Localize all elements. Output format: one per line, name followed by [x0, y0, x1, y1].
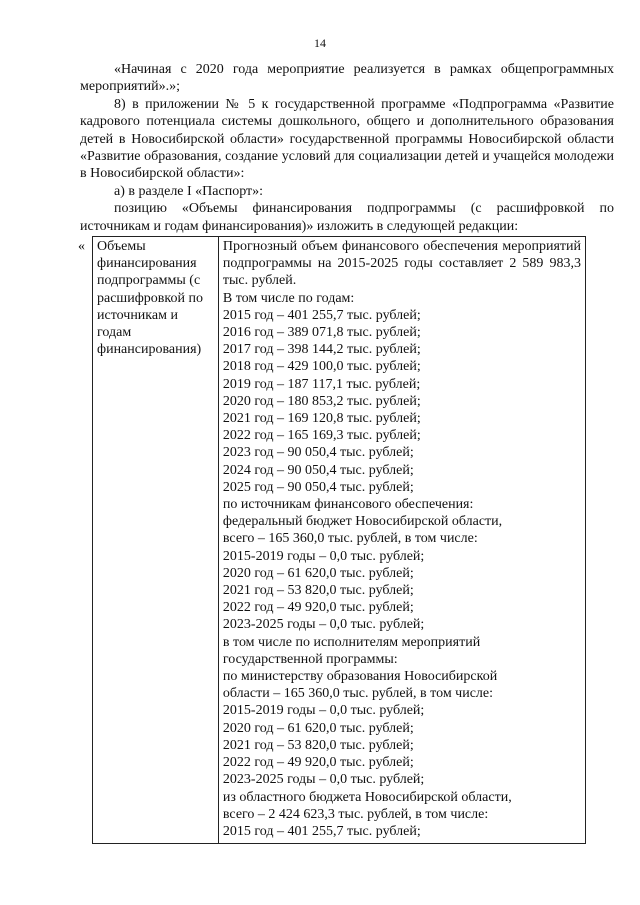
page-number: 14 — [314, 36, 326, 50]
funding-line: 2015 год – 401 255,7 тыс. рублей; — [222, 307, 421, 323]
funding-line: всего – 165 360,0 тыс. рублей, в том числе: — [222, 531, 478, 547]
opening-quote-mark: « — [78, 239, 85, 254]
funding-line: 2015-2019 годы – 0,0 тыс. рублей; — [222, 548, 425, 564]
funding-line: 2020 год – 61 620,0 тыс. рублей; — [222, 565, 414, 581]
funding-line: 2018 год – 429 100,0 тыс. рублей; — [222, 359, 421, 375]
funding-line: области – 165 360,0 тыс. рублей, в том числе: — [222, 686, 494, 702]
funding-line: 2022 год – 49 920,0 тыс. рублей; — [222, 600, 414, 616]
funding-lines — [223, 290, 581, 841]
funding-line: всего – 2 424 623,3 тыс. рублей, в том числе: — [222, 806, 489, 822]
passport-table — [92, 236, 586, 844]
funding-line: 2016 год – 389 071,8 тыс. рублей; — [222, 325, 421, 341]
funding-line: по источникам финансового обеспечения: — [222, 497, 474, 513]
funding-line: 2023 год – 90 050,4 тыс. рублей; — [222, 445, 414, 461]
table-row — [93, 237, 586, 844]
table-label-cell: Объемы финансирования подпрограммы (с расшифровкой по источникам и годам финансирования) — [93, 237, 219, 844]
funding-line: 2025 год – 90 050,4 тыс. рублей; — [222, 479, 414, 495]
funding-line: В том числе по годам: — [222, 290, 355, 306]
paragraph-quote-start: «Начиная с 2020 года мероприятие реализуется в рамках общепрограммных мероприятий».»; — [80, 62, 614, 95]
paragraph-item-8: 8) в приложении № 5 к государственной программе «Подпрограмма «Развитие кадрового потенциала системы дошкольного, общего и дополнительного образования детей в Новосибирской области» государственной программы Новосибирской области «Развитие образования, создание условий для социализации детей и учащейся молодежи в Новосибирской области»: — [80, 96, 614, 182]
funding-intro: Прогнозный объем финансового обеспечения мероприятий подпрограммы на 2015-2025 годы составляет 2 589 983,3 тыс. рублей. — [222, 239, 581, 289]
funding-line: 2020 год – 180 853,2 тыс. рублей; — [222, 393, 421, 409]
funding-line: государственной программы: — [222, 651, 398, 667]
funding-line: 2023-2025 годы – 0,0 тыс. рублей; — [222, 772, 425, 788]
funding-line: 2023-2025 годы – 0,0 тыс. рублей; — [222, 617, 425, 633]
paragraph-position: позицию «Объемы финансирования подпрограммы (с расшифровкой по источникам и годам финансирования)» изложить в следующей редакции: — [80, 201, 614, 234]
paragraph-item-a: а) в разделе I «Паспорт»: — [114, 183, 264, 199]
funding-line: 2022 год – 49 920,0 тыс. рублей; — [222, 755, 414, 771]
funding-line: по министерству образования Новосибирской — [222, 669, 498, 685]
funding-line: 2021 год – 169 120,8 тыс. рублей; — [222, 411, 421, 427]
funding-line: 2015 год – 401 255,7 тыс. рублей; — [222, 823, 421, 839]
funding-line: 2021 год – 53 820,0 тыс. рублей; — [222, 737, 414, 753]
funding-line: 2024 год – 90 050,4 тыс. рублей; — [222, 462, 414, 478]
funding-line: в том числе по исполнителям мероприятий — [222, 634, 481, 650]
funding-line: 2017 год – 398 144,2 тыс. рублей; — [222, 342, 421, 358]
funding-line: 2015-2019 годы – 0,0 тыс. рублей; — [222, 703, 425, 719]
funding-line: 2020 год – 61 620,0 тыс. рублей; — [222, 720, 414, 736]
funding-line: 2019 год – 187 117,1 тыс. рублей; — [222, 376, 421, 392]
funding-line: из областного бюджета Новосибирской области, — [222, 789, 512, 805]
funding-line: 2022 год – 165 169,3 тыс. рублей; — [222, 428, 421, 444]
funding-line: федеральный бюджет Новосибирской области, — [222, 514, 503, 530]
document-body — [80, 61, 614, 235]
funding-line: 2021 год – 53 820,0 тыс. рублей; — [222, 583, 414, 599]
table-value-cell — [218, 237, 585, 844]
